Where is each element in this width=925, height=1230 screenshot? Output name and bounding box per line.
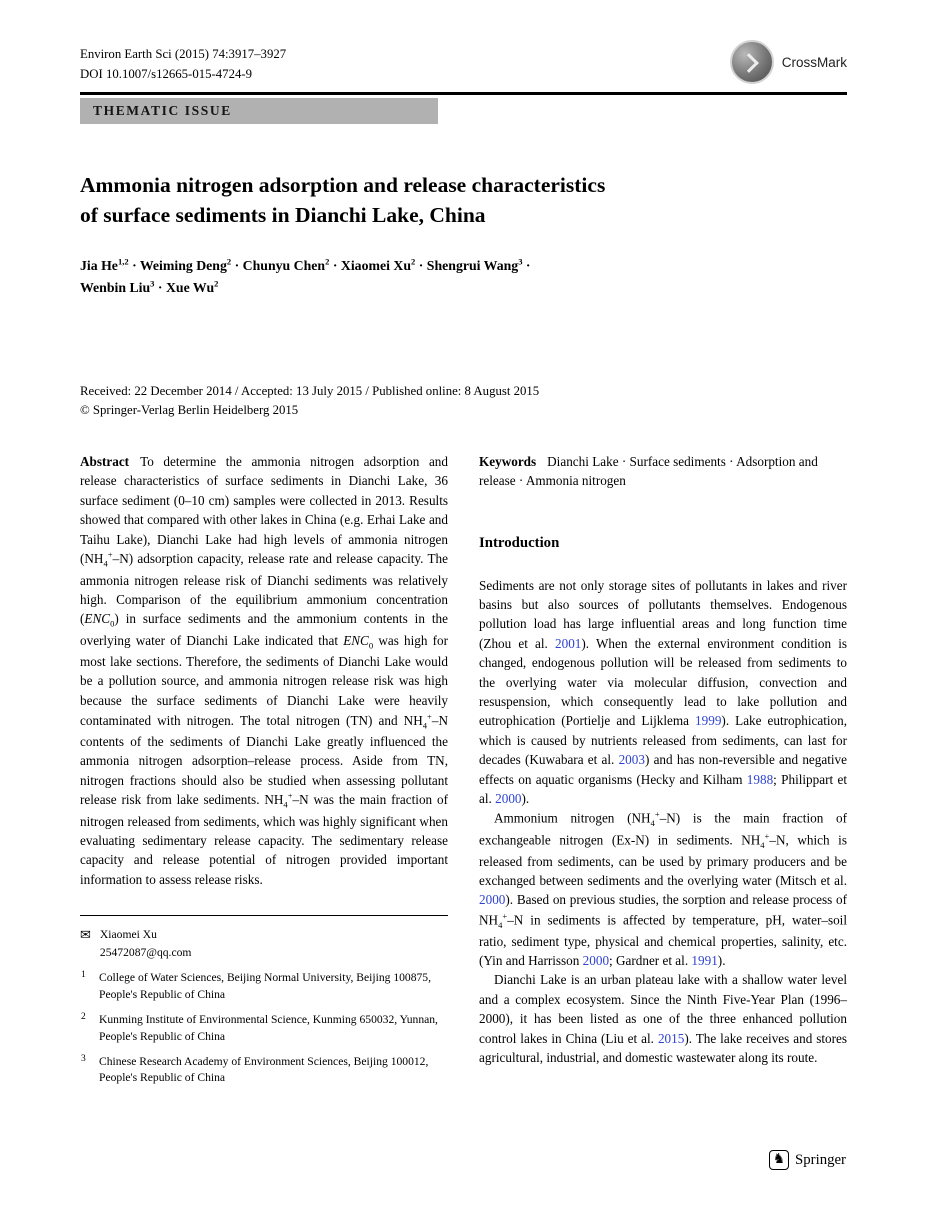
crossmark-badge[interactable] (730, 40, 847, 84)
article-title: Ammonia nitrogen adsorption and release characteristics of surface sediments in Dianchi Lake, China (80, 173, 606, 228)
affiliation-text: Kunming Institute of Environmental Science, Kunming 650032, Yunnan, People's Republic of China (99, 1013, 438, 1043)
copyright-line: © Springer-Verlag Berlin Heidelberg 2015 (80, 402, 299, 417)
springer-horse-icon: ♞ (769, 1150, 789, 1170)
citation-link[interactable]: 2003 (618, 752, 645, 768)
thematic-issue-banner: THEMATIC ISSUE (80, 98, 438, 124)
correspondence-email[interactable]: 25472087@qq.com (99, 945, 192, 959)
header-rule (80, 92, 847, 95)
affiliation-1 (80, 970, 448, 1003)
affiliation-number: 3 (81, 1053, 86, 1064)
citation-link[interactable]: 2000 (495, 790, 522, 806)
intro-paragraph-2: Ammonium nitrogen $(NH_4^+-N)$ is the main fraction of exchangeable nitrogen (Ex-N) in sediments. $NH_4^+-N$, which is released from sediments, can be used by primary producers and be exchanged between sediments and the overlying water (Mitsch et al. 2000). Based on previous studies, the sorption and release process of $NH_4^+-N$ in sediments is affected by temperature, pH, water–soil ratio, sediment type, physical and chemical properties, salinity, etc. (Yin and Harrisson 2000; Gardner et al. 1991). (479, 809, 847, 968)
intro-paragraph-3: Dianchi Lake is an urban plateau lake with a shallow water level and a complex ecosystem. Since the Ninth Five-Year Plan (1996–2000), it has been listed as one of the three enhanced pollution control lakes in China (Liu et al. 2015). The lake receives and stores agricultural, industrial, and domestic wastewater along its route. (479, 972, 848, 1065)
envelope-icon: ✉ (80, 927, 91, 943)
affiliation-text: College of Water Sciences, Beijing Normal University, Beijing 100875, People's Republic of China (99, 971, 432, 1001)
correspondence-body (100, 927, 192, 961)
keywords (479, 452, 847, 491)
footnotes (80, 915, 448, 1087)
abstract-text: To determine the ammonia nitrogen adsorption and release characteristics of surface sediments in Dianchi Lake, 36 surface sediment (0–10 cm) samples were collected in 2013. Results showed that compared with other lakes in China (e.g. Erhai Lake and Taihu Lake), Dianchi Lake had high levels of ammonia nitrogen $(NH_4^+-N)$ adsorption capacity, release rate and release capacity. The ammonia nitrogen release risk of Dianchi sediments was relatively high. Comparison of the equilibrium ammonium concentration $(ENC_0)$ in surface sediments and the ammonium contents in the overlying water of Dianchi Lake indicated that $ENC_0$ was high for most lake sections. Therefore, the sediments of Dianchi Lake would be a pollution source, and ammonia nitrogen release risk was high because the surface sediments of Dianchi Lake were heavily contaminated with nitrogen. The total nitrogen (TN) and $NH_4^+-N$ contents of the sediments of Dianchi Lake greatly influenced the ammonia nitrogen adsorption–release process. Aside from TN, nitrogen fractions should also be studied when assessing pollutant release risk from lake sediments. $NH_4^+-N$ was the main fraction of nitrogen released from sediments, which was highly significant when evaluating sedimentary release capacity. The sedimentary release capacity and release potential of nitrogen provided important information to assess release risks. (80, 453, 448, 887)
keywords-label: Keywords (479, 453, 537, 469)
correspondence (80, 927, 448, 961)
affiliation-number: 1 (81, 970, 86, 981)
journal-header (80, 0, 847, 124)
springer-wordmark: Springer (795, 1151, 846, 1168)
page-content (80, 0, 847, 1087)
intro-paragraph-1: Sediments are not only storage sites of pollutants in lakes and river basins but also sources of pollutants themselves. Endogenous pollution load has large influential areas and long function time (Zhou et al. 2001). When the external environment condition is changed, endogenous pollution will be released from sediments to the overlying water via molecular diffusion, convection and resuspension, which consequently lead to lake pollution and eutrophication (Portielje and Lijklema 1999). Lake eutrophication, which is caused by nutrients released from sediments, can last for decades (Kuwabara et al. 2003) and has non-reversible and negative effects on aquatic organisms (Hecky and Kilham 1988; Philippart et al. 2000). (479, 577, 848, 806)
citation-link[interactable]: 2001 (555, 635, 582, 651)
section-heading-introduction: Introduction (479, 534, 560, 551)
citation-link[interactable]: 1991 (691, 952, 718, 968)
article-dates: Received: 22 December 2014 / Accepted: 13 July 2015 / Published online: 8 August 2015 (80, 383, 540, 398)
keywords-text: Dianchi Lake · Surface sediments · Adsorption and release · Ammonia nitrogen (479, 453, 818, 489)
affiliation-3 (80, 1054, 448, 1087)
abstract (80, 452, 448, 889)
right-column (479, 452, 847, 1087)
affiliation-number: 2 (81, 1012, 86, 1023)
citation-link[interactable]: 1999 (695, 713, 722, 729)
affiliation-2 (80, 1012, 448, 1045)
crossmark-icon (730, 40, 774, 84)
springer-logo (769, 1150, 846, 1170)
citation-link[interactable]: 2000 (582, 952, 610, 968)
abstract-label: Abstract (80, 453, 130, 469)
crossmark-label: CrossMark (781, 54, 847, 70)
chevron-right-icon (739, 53, 759, 73)
journal-citation: Environ Earth Sci (2015) 74:3917–3927 (80, 47, 287, 61)
doi: DOI 10.1007/s12665-015-4724-9 (80, 67, 253, 81)
affiliation-text: Chinese Research Academy of Environment Sciences, Beijing 100012, People's Republic of China (99, 1054, 429, 1085)
citation-link[interactable]: 1988 (746, 771, 774, 787)
correspondence-name: Xiaomei Xu (99, 928, 157, 942)
citation-link[interactable]: 2000 (479, 892, 506, 908)
citation-link[interactable]: 2015 (657, 1030, 685, 1046)
author-list: Jia He$^{1,2}$ · Weiming Deng$^2$ · Chunyu Chen$^2$ · Xiaomei $Xu^2$ · Shengrui Wang$^3$ · Wenbin Liu$^3$ · Xue Wu$^2$ (80, 256, 531, 295)
left-column (80, 452, 448, 1087)
two-column-body (80, 452, 847, 1087)
